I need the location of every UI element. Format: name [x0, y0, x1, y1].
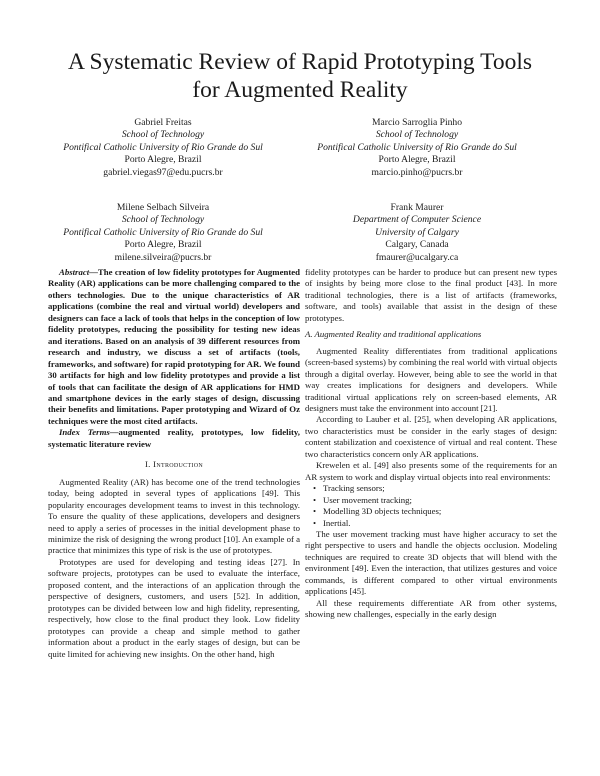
right-paragraph-5: The user movement tracking must have higher accuracy to set the right perspective to users and handle the objects occlusion. Modeling techniques are required to create 3D objects that will blend with the environment [49]. Even the interaction, that utilizes gestures and voice commands, is different compared to other virtual environments applications [45].: [305, 528, 557, 597]
author-dept: School of Technology: [375, 129, 459, 141]
right-paragraph-1: fidelity prototypes can be harder to produce but can present new types of insights by being more close to the final product [43]. In more traditional technologies, there is a list of artifacts (frameworks, software, and tools) available that assist in the design of these prototypes.: [305, 267, 557, 323]
author-dept: School of Technology: [121, 129, 205, 141]
author-org: Pontifical Catholic University of Rio Grande do Sul: [317, 141, 517, 153]
right-paragraph-2: Augmented Reality differentiates from traditional applications (screen-based systems) by combining the real world with virtual objects through a digital overlay. However, being able to see the world in that way creates implications for designers and developers. While traditional virtual applications rely on screen-based elements, AR designers must take the environment into account [21].: [305, 345, 557, 413]
abstract: [48, 267, 300, 427]
title-line-2: for Augmented Reality: [192, 77, 408, 103]
right-paragraph-3: According to Lauber et al. [25], when developing AR applications, two characteristics must be consider in the early stages of design: content stabilization and coexistence of virtual and real content. These two characteristics concern only AR applications.: [305, 414, 557, 459]
author-email: fmaurer@ucalgary.ca: [375, 251, 459, 263]
author-city: Porto Alegre, Brazil: [124, 239, 202, 251]
author-name: Marcio Sarroglia Pinho: [371, 117, 463, 128]
author-org: Pontifical Catholic University of Rio Grande do Sul: [63, 226, 263, 238]
right-paragraph-6: All these requirements differentiate AR from other systems, showing new challenges, especially in the early design: [305, 597, 557, 620]
index-terms-text: —augmented reality, prototypes, low fidelity, systematic literature review: [48, 427, 300, 449]
abstract-label: Abstract: [59, 267, 90, 277]
paper-title: [0, 48, 600, 104]
author-dept: School of Technology: [121, 214, 205, 226]
author-block-1: [48, 117, 278, 179]
list-item: • User movement tracking;: [323, 495, 557, 506]
abstract-text: —The creation of low fidelity prototypes for Augmented Reality (AR) applications can be more challenging compared to the others technologies. Due to the unique characteristics of AR applications (combine the real and virtual world) developers and designers can face a lack of tools that helps in the conception of low fidelity prototypes, reducing the possibility for testing new ideas and iterations. Based on an analysis of 39 different resources from research and industry, we discuss a set of artifacts (tools, frameworks, and software) for rapid prototyping for AR. We found 30 artifacts for high and low fidelity prototypes and provide a list of tools that can facilitate the design of AR applications for HMD and smartphone devices in the early stages of design, discussing their benefits and limitations. Paper prototyping and Wizard of Oz techniques were the most cited artifacts.: [48, 267, 300, 426]
author-block-3: [48, 202, 278, 264]
index-terms: [48, 427, 300, 450]
author-dept: Department of Computer Science: [352, 214, 482, 226]
right-column: [305, 267, 557, 621]
author-city: Porto Alegre, Brazil: [378, 154, 456, 166]
author-name: Frank Maurer: [390, 202, 444, 213]
title-line-1: A Systematic Review of Rapid Prototyping Tools: [68, 49, 532, 75]
author-email: gabriel.viegas97@edu.pucrs.br: [103, 166, 223, 178]
intro-paragraph-2: Prototypes are used for developing and testing ideas [27]. In software projects, prototypes can be used to evaluate the interface, proposed content, and the interactions of an application through the perspective of designers, customers, and users [52]. In addition, prototypes can be divided between low and high fidelity, representing, respectively, how close to the final product they look. Low fidelity prototypes can provide a cheap and simple method to gather information about a product in the early stages of design, but can be quite limited for achieving new insights. On the other hand, high: [48, 556, 300, 659]
requirements-list: [305, 483, 557, 529]
author-name: Milene Selbach Silveira: [116, 202, 210, 213]
author-email: marcio.pinho@pucrs.br: [371, 166, 463, 178]
author-block-4: [302, 202, 532, 264]
author-city: Calgary, Canada: [385, 239, 449, 251]
list-item: • Inertial.: [323, 518, 557, 529]
author-block-2: [302, 117, 532, 179]
author-org: University of Calgary: [375, 226, 459, 238]
list-item: • Tracking sensors;: [323, 483, 557, 494]
author-org: Pontifical Catholic University of Rio Grande do Sul: [63, 141, 263, 153]
left-column: [48, 267, 300, 660]
right-paragraph-4: Krewelen et al. [49] also presents some of the requirements for an AR system to work and display virtual objects into real environments:: [305, 460, 557, 482]
author-city: Porto Alegre, Brazil: [124, 154, 202, 166]
index-terms-label: Index Terms: [59, 427, 110, 438]
author-email: milene.silveira@pucrs.br: [114, 251, 212, 263]
author-name: Gabriel Freitas: [134, 117, 192, 128]
intro-paragraph-1: Augmented Reality (AR) has become one of the trend technologies today, being adopted in several types of applications [49]. This popularity encourages development teams to invest in this technology. To ensure the quality of these applications, developers and designers need to apply a series of processes in the initial development phase to minimize the risk of designing the wrong product [10]. An example of a practice that minimizes this type of risk is the use of prototypes.: [48, 476, 300, 556]
section-heading-introduction: I. Introduction: [144, 459, 204, 470]
subsection-heading-a: A. Augmented Reality and traditional applications: [305, 329, 482, 340]
list-item: • Modelling 3D objects techniques;: [323, 506, 557, 517]
